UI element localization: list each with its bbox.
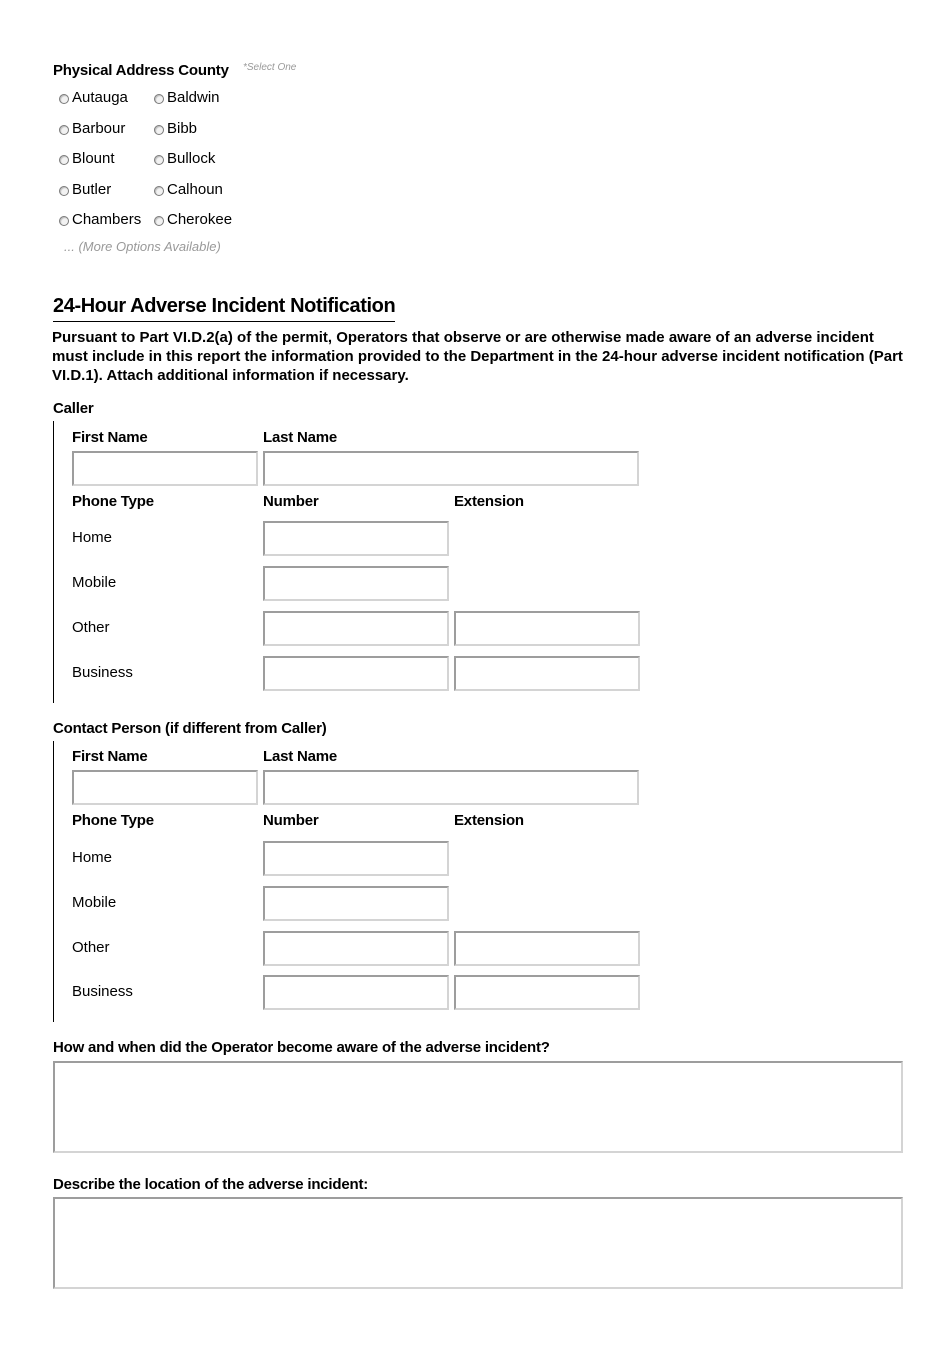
caller-last-name-label: Last Name — [263, 429, 338, 446]
caller-extension-header: Extension — [454, 493, 524, 510]
select-one-hint: *Select One — [243, 62, 297, 73]
contact-mobile-number-input[interactable] — [263, 886, 449, 921]
caller-other-number-input[interactable] — [263, 611, 449, 646]
contact-phone-home-label: Home — [72, 849, 113, 866]
caller-phone-type-header: Phone Type — [72, 493, 154, 510]
caller-business-extension-input[interactable] — [454, 656, 640, 691]
location-question-label: Describe the location of the adverse incident: — [53, 1176, 369, 1193]
caller-home-number-input[interactable] — [263, 521, 449, 556]
contact-business-number-input[interactable] — [263, 975, 449, 1010]
radio-bibb[interactable]: Bibb — [154, 120, 197, 137]
contact-other-number-input[interactable] — [263, 931, 449, 966]
contact-other-extension-input[interactable] — [454, 931, 640, 966]
radio-button-icon[interactable] — [59, 155, 69, 165]
radio-button-icon[interactable] — [59, 125, 69, 135]
caller-phone-mobile-label: Mobile — [72, 574, 117, 591]
radio-calhoun[interactable]: Calhoun — [154, 181, 223, 198]
radio-button-icon[interactable] — [154, 155, 164, 165]
radio-button-icon[interactable] — [154, 94, 164, 104]
aware-question-label: How and when did the Operator become aware of the adverse incident? — [53, 1039, 550, 1056]
radio-button-icon[interactable] — [59, 186, 69, 196]
radio-button-icon[interactable] — [154, 186, 164, 196]
contact-first-name-input[interactable] — [72, 770, 258, 805]
caller-first-name-input[interactable] — [72, 451, 258, 486]
contact-group-bar — [53, 741, 54, 1022]
contact-phone-type-header: Phone Type — [72, 812, 154, 829]
caller-group-bar — [53, 421, 54, 703]
caller-other-extension-input[interactable] — [454, 611, 640, 646]
contact-number-header: Number — [263, 812, 319, 829]
contact-extension-header: Extension — [454, 812, 524, 829]
radio-chambers[interactable]: Chambers — [59, 211, 141, 228]
radio-barbour[interactable]: Barbour — [59, 120, 125, 137]
contact-label: Contact Person (if different from Caller) — [53, 720, 327, 737]
caller-first-name-label: First Name — [72, 429, 148, 446]
caller-last-name-input[interactable] — [263, 451, 639, 486]
section-title: 24-Hour Adverse Incident Notification — [53, 295, 395, 322]
caller-phone-other-label: Other — [72, 619, 110, 636]
radio-button-icon[interactable] — [59, 94, 69, 104]
aware-textarea[interactable] — [53, 1061, 903, 1153]
radio-blount[interactable]: Blount — [59, 150, 115, 167]
contact-phone-business-label: Business — [72, 983, 133, 1000]
radio-button-icon[interactable] — [59, 216, 69, 226]
county-label: Physical Address County — [53, 62, 229, 79]
caller-label: Caller — [53, 400, 94, 417]
radio-butler[interactable]: Butler — [59, 181, 111, 198]
caller-number-header: Number — [263, 493, 319, 510]
radio-button-icon[interactable] — [154, 216, 164, 226]
contact-first-name-label: First Name — [72, 748, 148, 765]
radio-autauga[interactable]: Autauga — [59, 89, 128, 106]
section-intro: Pursuant to Part VI.D.2(a) of the permit, Operators that observe or are otherwise made aware of an adverse incident must include in this report the information provided to the Department in the 24-hour adverse incident notification (Part VI.D.1). Attach additional information if necessary. — [52, 329, 903, 384]
contact-business-extension-input[interactable] — [454, 975, 640, 1010]
location-textarea[interactable] — [53, 1197, 903, 1289]
caller-phone-business-label: Business — [72, 664, 133, 681]
contact-phone-mobile-label: Mobile — [72, 894, 117, 911]
caller-phone-home-label: Home — [72, 529, 113, 546]
caller-business-number-input[interactable] — [263, 656, 449, 691]
caller-mobile-number-input[interactable] — [263, 566, 449, 601]
contact-last-name-input[interactable] — [263, 770, 639, 805]
radio-cherokee[interactable]: Cherokee — [154, 211, 232, 228]
contact-phone-other-label: Other — [72, 939, 110, 956]
more-options-note: ... (More Options Available) — [64, 239, 221, 254]
radio-button-icon[interactable] — [154, 125, 164, 135]
contact-home-number-input[interactable] — [263, 841, 449, 876]
contact-last-name-label: Last Name — [263, 748, 338, 765]
radio-baldwin[interactable]: Baldwin — [154, 89, 220, 106]
radio-bullock[interactable]: Bullock — [154, 150, 215, 167]
